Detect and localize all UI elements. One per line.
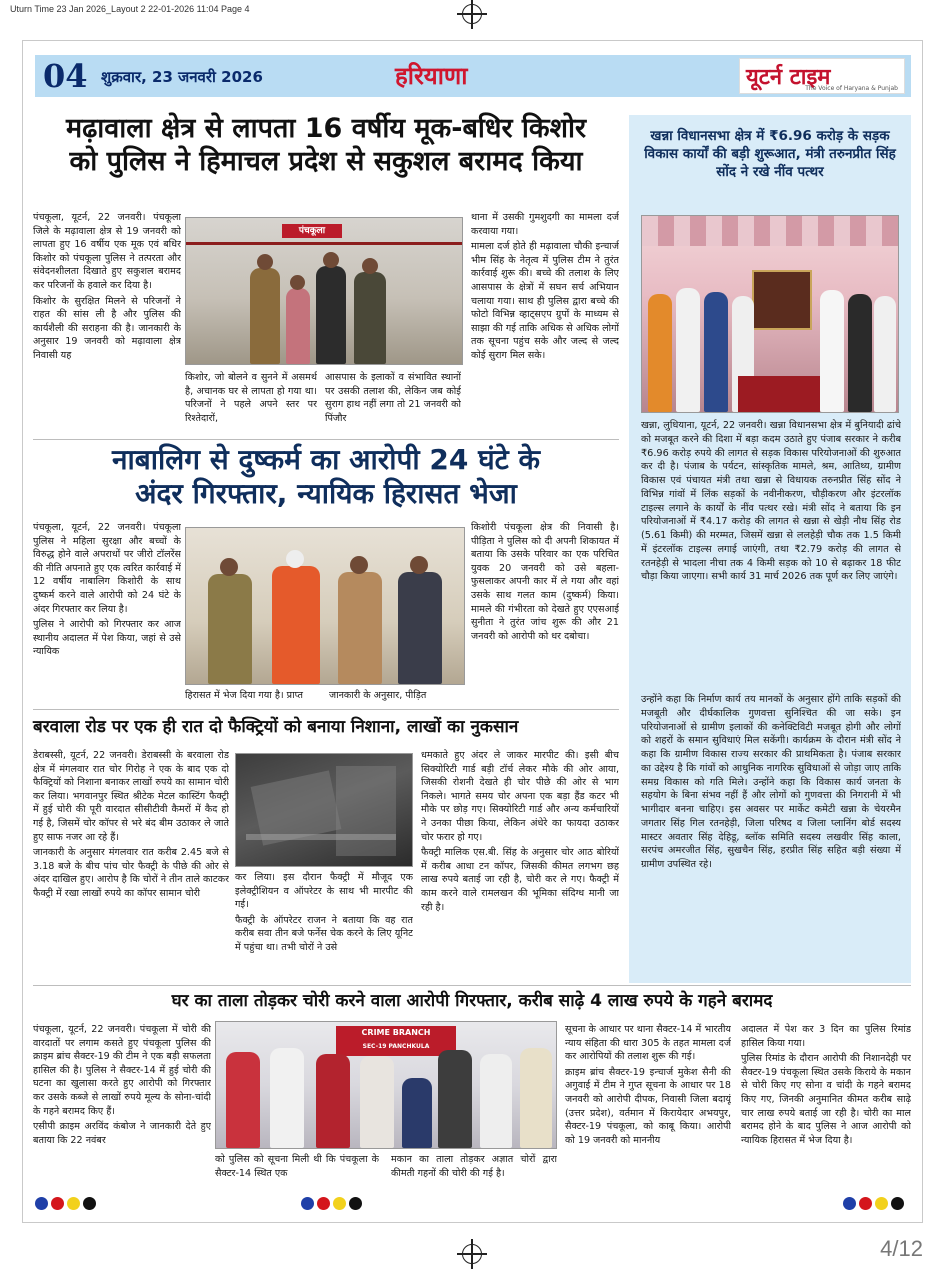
person-figure <box>316 1054 350 1148</box>
article4-column-4 <box>565 1023 731 1181</box>
person-figure <box>848 294 872 412</box>
color-dot <box>301 1197 314 1210</box>
color-dot <box>35 1197 48 1210</box>
person-figure <box>354 272 386 364</box>
article1-para: आसपास के इलाकों व संभावित स्थानों पर उसकी तलाश की, लेकिन जब कोई सुराग हाथ नहीं लगा तो 21 जनवरी को पिंजौर <box>325 372 461 424</box>
article4-para: क्राइम ब्रांच सैक्टर-19 इन्चार्ज मुकेश सैनी की अगुवाई में टीम ने गुप्त सूचना के आधार पर 18 जनवरी को आरोपी दीपक, निवासी जिला बदायूं (उत्तर प्रदेश), वर्तमान में किरायेदार अभयपुर, सैक्टर-19 पंचकूला, को काबू किया। आरोपी को 19 जनवरी को माननीय <box>565 1066 731 1146</box>
article2-photo <box>185 527 465 685</box>
article4-para: को पुलिस को सूचना मिली थी कि पंचकूला के सैक्टर-14 स्थित एक <box>215 1154 379 1179</box>
color-dot <box>891 1197 904 1210</box>
color-dot <box>349 1197 362 1210</box>
article2-para: जानकारी के अनुसार, पीड़ित <box>329 690 427 701</box>
article4-para: सूचना के आधार पर थाना सैक्टर-14 में भारतीय न्याय संहिता की धारा 305 के तहत मामला दर्ज कर आरोपियों की तलाश शुरू की गई। <box>565 1024 731 1063</box>
person-figure <box>250 268 280 364</box>
article1-column-1 <box>33 211 181 436</box>
color-dot <box>83 1197 96 1210</box>
registration-mark-bottom <box>462 1244 482 1264</box>
article1-para: मामला दर्ज होते ही मढ़ावाला चौकी इन्चार्ज भीम सिंह के नेतृत्व में पुलिस टीम ने तुरंत कार्रवाई शुरू की। बच्चे की तलाश के लिए आसपास के क्षेत्रों में सघन सर्च अभियान चलाया गया। साथ ही पुलिस द्वारा बच्चे की फोटो विभिन्न व्हाट्सएप ग्रुपों के माध्यम से साझा की गई ताकि अधिक से अधिक लोगों तक सूचना पहुंच सके और जल्द से जल्द कोई सुराग मिल सके। <box>471 241 619 362</box>
logo-text: यूटर्न टाइम <box>746 65 831 90</box>
article1-headline-line2: को पुलिस ने हिमाचल प्रदेश से सकुशल बरामद किया <box>69 145 583 177</box>
person-figure <box>648 294 672 412</box>
person-figure <box>286 288 310 364</box>
person-figure <box>208 574 252 684</box>
person-figure <box>402 1078 432 1148</box>
article3-para: कर लिया। इस दौरान फैक्ट्री में मौजूद एक इलेक्ट्रीशियन व ऑपरेटर के साथ भी मारपीट की गई। <box>235 872 413 911</box>
newspaper-page <box>22 40 923 1223</box>
article2-headline <box>33 443 619 511</box>
article4-para: पंचकूला, यूटर्न, 22 जनवरी। पंचकूला में चोरी की वारदातों पर लगाम कसते हुए पंचकूला पुलिस की क्राइम ब्रांच सैक्टर-19 की टीम ने एक बड़ी सफलता हासिल की है। पुलिस ने सैक्टर-14 में हुई चोरी की घटना का खुलासा करते हुए आरोपी को गिरफ्तार कर उसके कब्जे से लाखों रुपये मूल्य के सोना-चांदी के गहने बरामद किए हैं। <box>33 1024 211 1117</box>
police-station-sign: पंचकूला <box>282 224 342 238</box>
article4-headline: घर का ताला तोड़कर चोरी करने वाला आरोपी गिरफ्तार, करीब साढ़े 4 लाख रुपये के गहने बरामद <box>171 991 773 1011</box>
color-dots-center <box>301 1197 362 1210</box>
page-header <box>35 55 911 97</box>
article1-headline-line1: मढ़ावाला क्षेत्र से लापता 16 वर्षीय मूक-बधिर किशोर <box>65 113 587 144</box>
article2-para: किशोरी पंचकूला क्षेत्र की निवासी है। पीड़िता ने पुलिस को दी अपनी शिकायत में बताया कि उसके परिवार का एक परिचित युवक 20 जनवरी को उसे बहला-फुसलाकर अपनी कार में ले गया और वहां उसके साथ गलत काम (दुष्कर्म) किया। मामले की गंभीरता को देखते हुए एएसआई सुनीता ने तुरंत जांच शुरू की और 21 जनवरी को आरोपी को धर दबोचा। <box>471 522 619 642</box>
person-figure <box>676 288 700 412</box>
article4-column-3 <box>391 1153 557 1183</box>
color-dot <box>875 1197 888 1210</box>
divider <box>33 709 619 710</box>
person-figure <box>820 290 844 412</box>
person-figure <box>360 1056 394 1148</box>
section-title: हरियाणा <box>395 62 468 90</box>
crime-branch-sign-line2: SEC-19 PANCHKULA <box>362 1043 430 1050</box>
sidebar-photo <box>641 215 899 413</box>
article4-para: अदालत में पेश कर 3 दिन का पुलिस रिमांड हासिल किया गया। <box>741 1024 911 1049</box>
crime-branch-sign-line1: CRIME BRANCH <box>361 1028 431 1037</box>
article1-para: किशोर के सुरक्षित मिलने से परिजनों ने राहत की सांस ली है और पुलिस की कार्यशैली की सराहना की है। जानकारी के अनुसार 19 जनवरी को मढ़ावाला क्षेत्र निवासी यह <box>33 295 181 362</box>
masthead-logo <box>739 58 905 94</box>
sidebar-body-2 <box>641 693 901 977</box>
sidebar-body-1 <box>641 419 901 691</box>
person-figure <box>438 1050 472 1148</box>
article3-para: जानकारी के अनुसार मंगलवार रात करीब 2.45 बजे से 3.18 बजे के बीच पांच चोर फैक्ट्री के पीछे की ओर से अंदर दाखिल हुए। आरोप है कि चोरों ने तीन ताले काटकर फैक्ट्री में रखा लाखों रुपये का कॉपर सामान चोरी <box>33 847 229 900</box>
article3-para: फैक्ट्री मालिक एस.बी. सिंह के अनुसार चोर आठ बोरियों में करीब आधा टन कॉपर, जिसकी कीमत लगभग छह लाख रुपये बताई जा रही है, चोरी कर ले गए। फैक्ट्री में काम करने वाले रामलखन की भूमिका संदिग्ध मानी जा रही है। <box>421 847 619 913</box>
registration-mark-top <box>462 4 482 24</box>
article3-column-3 <box>421 749 619 975</box>
color-dot <box>67 1197 80 1210</box>
person-figure <box>226 1052 260 1148</box>
article1-para: पंचकूला, यूटर्न, 22 जनवरी। पंचकूला जिले के मढ़ावाला क्षेत्र से 19 जनवरी को लापता हुए 16 वर्षीय एक मूक एवं बधिर किशोर को पंचकूला पुलिस ने तत्परता और संवेदनशीलता दिखाते हुए सकुशल बरामद कर परिजनों के हवाले कर दिया है। <box>33 212 181 292</box>
logo-tagline: The Voice of Haryana & Punjab <box>805 85 898 92</box>
article2-para: पुलिस ने आरोपी को गिरफ्तार कर आज स्थानीय अदालत में पेश किया, जहां से उसे न्यायिक <box>33 619 181 658</box>
article1-para: किशोर, जो बोलने व सुनने में असमर्थ है, अचानक घर से लापता हो गया था। परिजनों ने पहले अपने स्तर पर रिश्तेदारों, <box>185 372 317 424</box>
page-number: 04 <box>43 57 88 95</box>
color-dots-right <box>843 1197 904 1210</box>
article2-column-1 <box>33 521 181 701</box>
crime-branch-sign <box>336 1026 456 1056</box>
article4-column-5 <box>741 1023 911 1181</box>
article3-headline: बरवाला रोड पर एक ही रात दो फैक्ट्रियों को बनाया निशाना, लाखों का नुकसान <box>33 717 519 737</box>
sidebar-para: खन्ना, लुधियाना, यूटर्न, 22 जनवरी। खन्ना विधानसभा क्षेत्र में बुनियादी ढांचे को मजबूत करने की दिशा में बड़ा कदम उठाते हुए पंजाब सरकार ने करीब ₹6.96 करोड़ रुपये की लागत से सड़क विकास परियोजनाओं की शुरुआत कर दी है। पंजाब के पर्यटन, सांस्कृतिक मामले, श्रम, आतिथ्य, ग्रामीण विकास एवं पंचायत मंत्री तथा खन्ना से विधायक तरुनप्रीत सिंह सोंद ने विभिन्न गांवों में लिंक सड़कों के नवीनीकरण, चौड़ीकरण और इंटरलॉक टाइल्स लगाने के कार्यों के नींव पत्थर रखे। मंत्री सोंद ने बताया कि इन परियोजनाओं में ₹4.17 करोड़ की लागत से खन्ना से खेड़ी नौध सिंह रोड (5.61 किमी) की मरम्मत, जिसमें खन्ना से ललहेड़ी चौक तक 1.5 किमी में इंटरलॉक टाइल्स लगाई जाएंगी, तथा ₹2.79 करोड़ की लागत से रतनहेड़ी से भादला नीचा तक 4 किमी सड़क को 10 से बढ़ाकर 18 फीट चौड़ा किया जाएगा। सभी कार्य 31 मार्च 2026 तक पूर्ण कर लिए जाएंगे। <box>641 420 901 583</box>
article4-column-1 <box>33 1023 211 1181</box>
article1-para: थाना में उसकी गुमशुदगी का मामला दर्ज करवाया गया। <box>471 212 619 237</box>
person-figure <box>520 1048 552 1148</box>
article4-para: पुलिस रिमांड के दौरान आरोपी की निशानदेही पर सैक्टर-19 पंचकूला स्थित उसके किराये के मकान से चोरी किए गए सोना व चांदी के गहने बरामद किए गए, जिनकी अनुमानित कीमत करीब साढ़े चार लाख रुपये बताई जा रही है। चोरी का माल बरामद होने के बाद पुलिस ने आज आरोपी को न्यायिक हिरासत में भेज दिया है। <box>741 1053 911 1146</box>
article2-column-3 <box>329 689 463 705</box>
article3-column-2 <box>235 871 413 975</box>
person-figure <box>398 572 442 684</box>
article1-photo <box>185 217 463 365</box>
sidebar-para: उन्होंने कहा कि निर्माण कार्य तय मानकों के अनुसार होंगे ताकि सड़कों की मजबूती और दीर्घकालिक गुणवत्ता सुनिश्चित की जा सके। इन परियोजनाओं से ग्रामीण इलाकों की कनेक्टिविटी मजबूत होगी और लोगों को शहरों के समान सुविधाएं मिल सकेंगी। कार्यक्रम के दौरान मंत्री सोंद ने कहा कि ग्रामीण विकास राज्य सरकार की प्राथमिकता है। पंजाब सरकार का उद्देश्य है कि गांवों को आधुनिक नागरिक सुविधाओं से जोड़ा जाए ताकि समग्र विकास को गति मिले। उन्होंने कहा कि विकास कार्य जनता के सहयोग के बिना संभव नहीं हैं और लोगों को गुणवत्ता की निगरानी में भी भागीदार बनना चाहिए। इस अवसर पर मार्केट कमेटी खन्ना के चेयरमैन जगतार सिंह गिल रतनहेड़ी, जिला परिषद व जिला प्लानिंग बोर्ड सदस्य मास्टर अवतार सिंह देहिडू, ब्लॉक समिति सदस्य लखवीर सिंह काला, सरपंच अमरजीत सिंह, सुखचैन सिंह, हरप्रीत सिंह सहित बड़ी संख्या में ग्रामीण उपस्थित रहे। <box>641 694 901 871</box>
article2-column-2 <box>185 689 319 705</box>
article4-para: एसीपी क्राइम अरविंद कंबोज ने जानकारी देते हुए बताया कि 22 नवंबर <box>33 1121 211 1146</box>
color-dots-left <box>35 1197 96 1210</box>
print-info: Uturn Time 23 Jan 2026_Layout 2 22-01-2026 11:04 Page 4 <box>10 4 250 14</box>
article2-column-4 <box>471 521 619 703</box>
sidebar-article <box>629 115 911 983</box>
article3-para: फैक्ट्री के ऑपरेटर राजन ने बताया कि वह रात करीब सवा तीन बजे फर्नेस चेक करने के लिए यूनिट में पहुंचा था। तभी चोरों ने उसे <box>235 914 413 954</box>
article2-para: पंचकूला, यूटर्न, 22 जनवरी। पंचकूला पुलिस ने महिला सुरक्षा और बच्चों के विरुद्ध होने वाले अपराधों पर जीरो टॉलरेंस की नीति अपनाते हुए एक त्वरित कार्रवाई में 12 वर्षीय नाबालिग किशोरी के साथ दुष्कर्म करने वाले आरोपी को 24 घंटे के अंदर गिरफ्तार कर लिया है। <box>33 522 181 615</box>
person-figure <box>874 296 896 412</box>
color-dot <box>51 1197 64 1210</box>
article1-column-3 <box>325 371 461 435</box>
article3-column-1 <box>33 749 229 975</box>
article2-para: हिरासत में भेज दिया गया है। प्राप्त <box>185 690 304 701</box>
color-dot <box>317 1197 330 1210</box>
page-counter: 4/12 <box>880 1236 923 1261</box>
article2-headline-line1: नाबालिग से दुष्कर्म का आरोपी 24 घंटे के <box>112 443 540 476</box>
person-figure <box>480 1054 512 1148</box>
color-dot <box>859 1197 872 1210</box>
person-figure <box>272 566 320 684</box>
divider <box>33 439 619 440</box>
article1-column-2 <box>185 371 317 435</box>
article3-para: डेराबस्सी, यूटर्न, 22 जनवरी। डेराबस्सी के बरवाला रोड क्षेत्र में मंगलवार रात चोर गिरोह ने एक के बाद एक दो फैक्ट्रियों को निशाना बनाकर लाखों रुपये का सामान चोरी कर लिया। भगवानपुर स्थित श्रीटेक मेटल कास्टिंग फैक्ट्री में हुई चोरी की पूरी वारदात सीसीटीवी कैमरों में कैद हो गई है, जिसमें चोर कॉपर से भरे बंद बीम उठाकर ले जाते हुए साफ नजर आ रहे हैं। <box>33 750 229 843</box>
person-figure <box>704 292 728 412</box>
article4-column-2 <box>215 1153 379 1183</box>
article3-cctv-photo <box>235 753 413 867</box>
article1-column-4 <box>471 211 619 436</box>
article3-para: धमकाते हुए अंदर ले जाकर मारपीट की। इसी बीच सिक्योरिटी गार्ड बड़ी टॉर्च लेकर मौके की ओर आया, जिसकी रोशनी देखते ही चोर पीछे की ओर से भाग निकले। भागते समय चोर अपना एक बड़ा हैंड कटर भी मौके पर छोड़ गए। सिक्योरिटी गार्ड और अन्य कर्मचारियों ने उनका पीछा किया, लेकिन अंधेरे का फायदा उठाकर चोर फरार हो गए। <box>421 750 619 843</box>
color-dot <box>333 1197 346 1210</box>
article2-headline-line2: अंदर गिरफ्तार, न्यायिक हिरासत भेजा <box>135 477 517 511</box>
article1-headline <box>33 113 619 179</box>
person-figure <box>270 1048 304 1148</box>
sidebar-headline: खन्ना विधानसभा क्षेत्र में ₹6.96 करोड़ के सड़क विकास कार्यों की बड़ी शुरूआत, मंत्री तरुनप्रीत सिंह सोंद ने रखे नींव पत्थर <box>644 128 896 181</box>
issue-date: शुक्रवार, 23 जनवरी 2026 <box>101 68 263 86</box>
divider <box>33 985 911 986</box>
person-figure <box>316 266 346 364</box>
color-dot <box>843 1197 856 1210</box>
article4-photo <box>215 1021 557 1149</box>
person-figure <box>338 572 382 684</box>
article4-para: मकान का ताला तोड़कर अज्ञात चोरों द्वारा कीमती गहनों की चोरी की गई है। <box>391 1154 557 1179</box>
